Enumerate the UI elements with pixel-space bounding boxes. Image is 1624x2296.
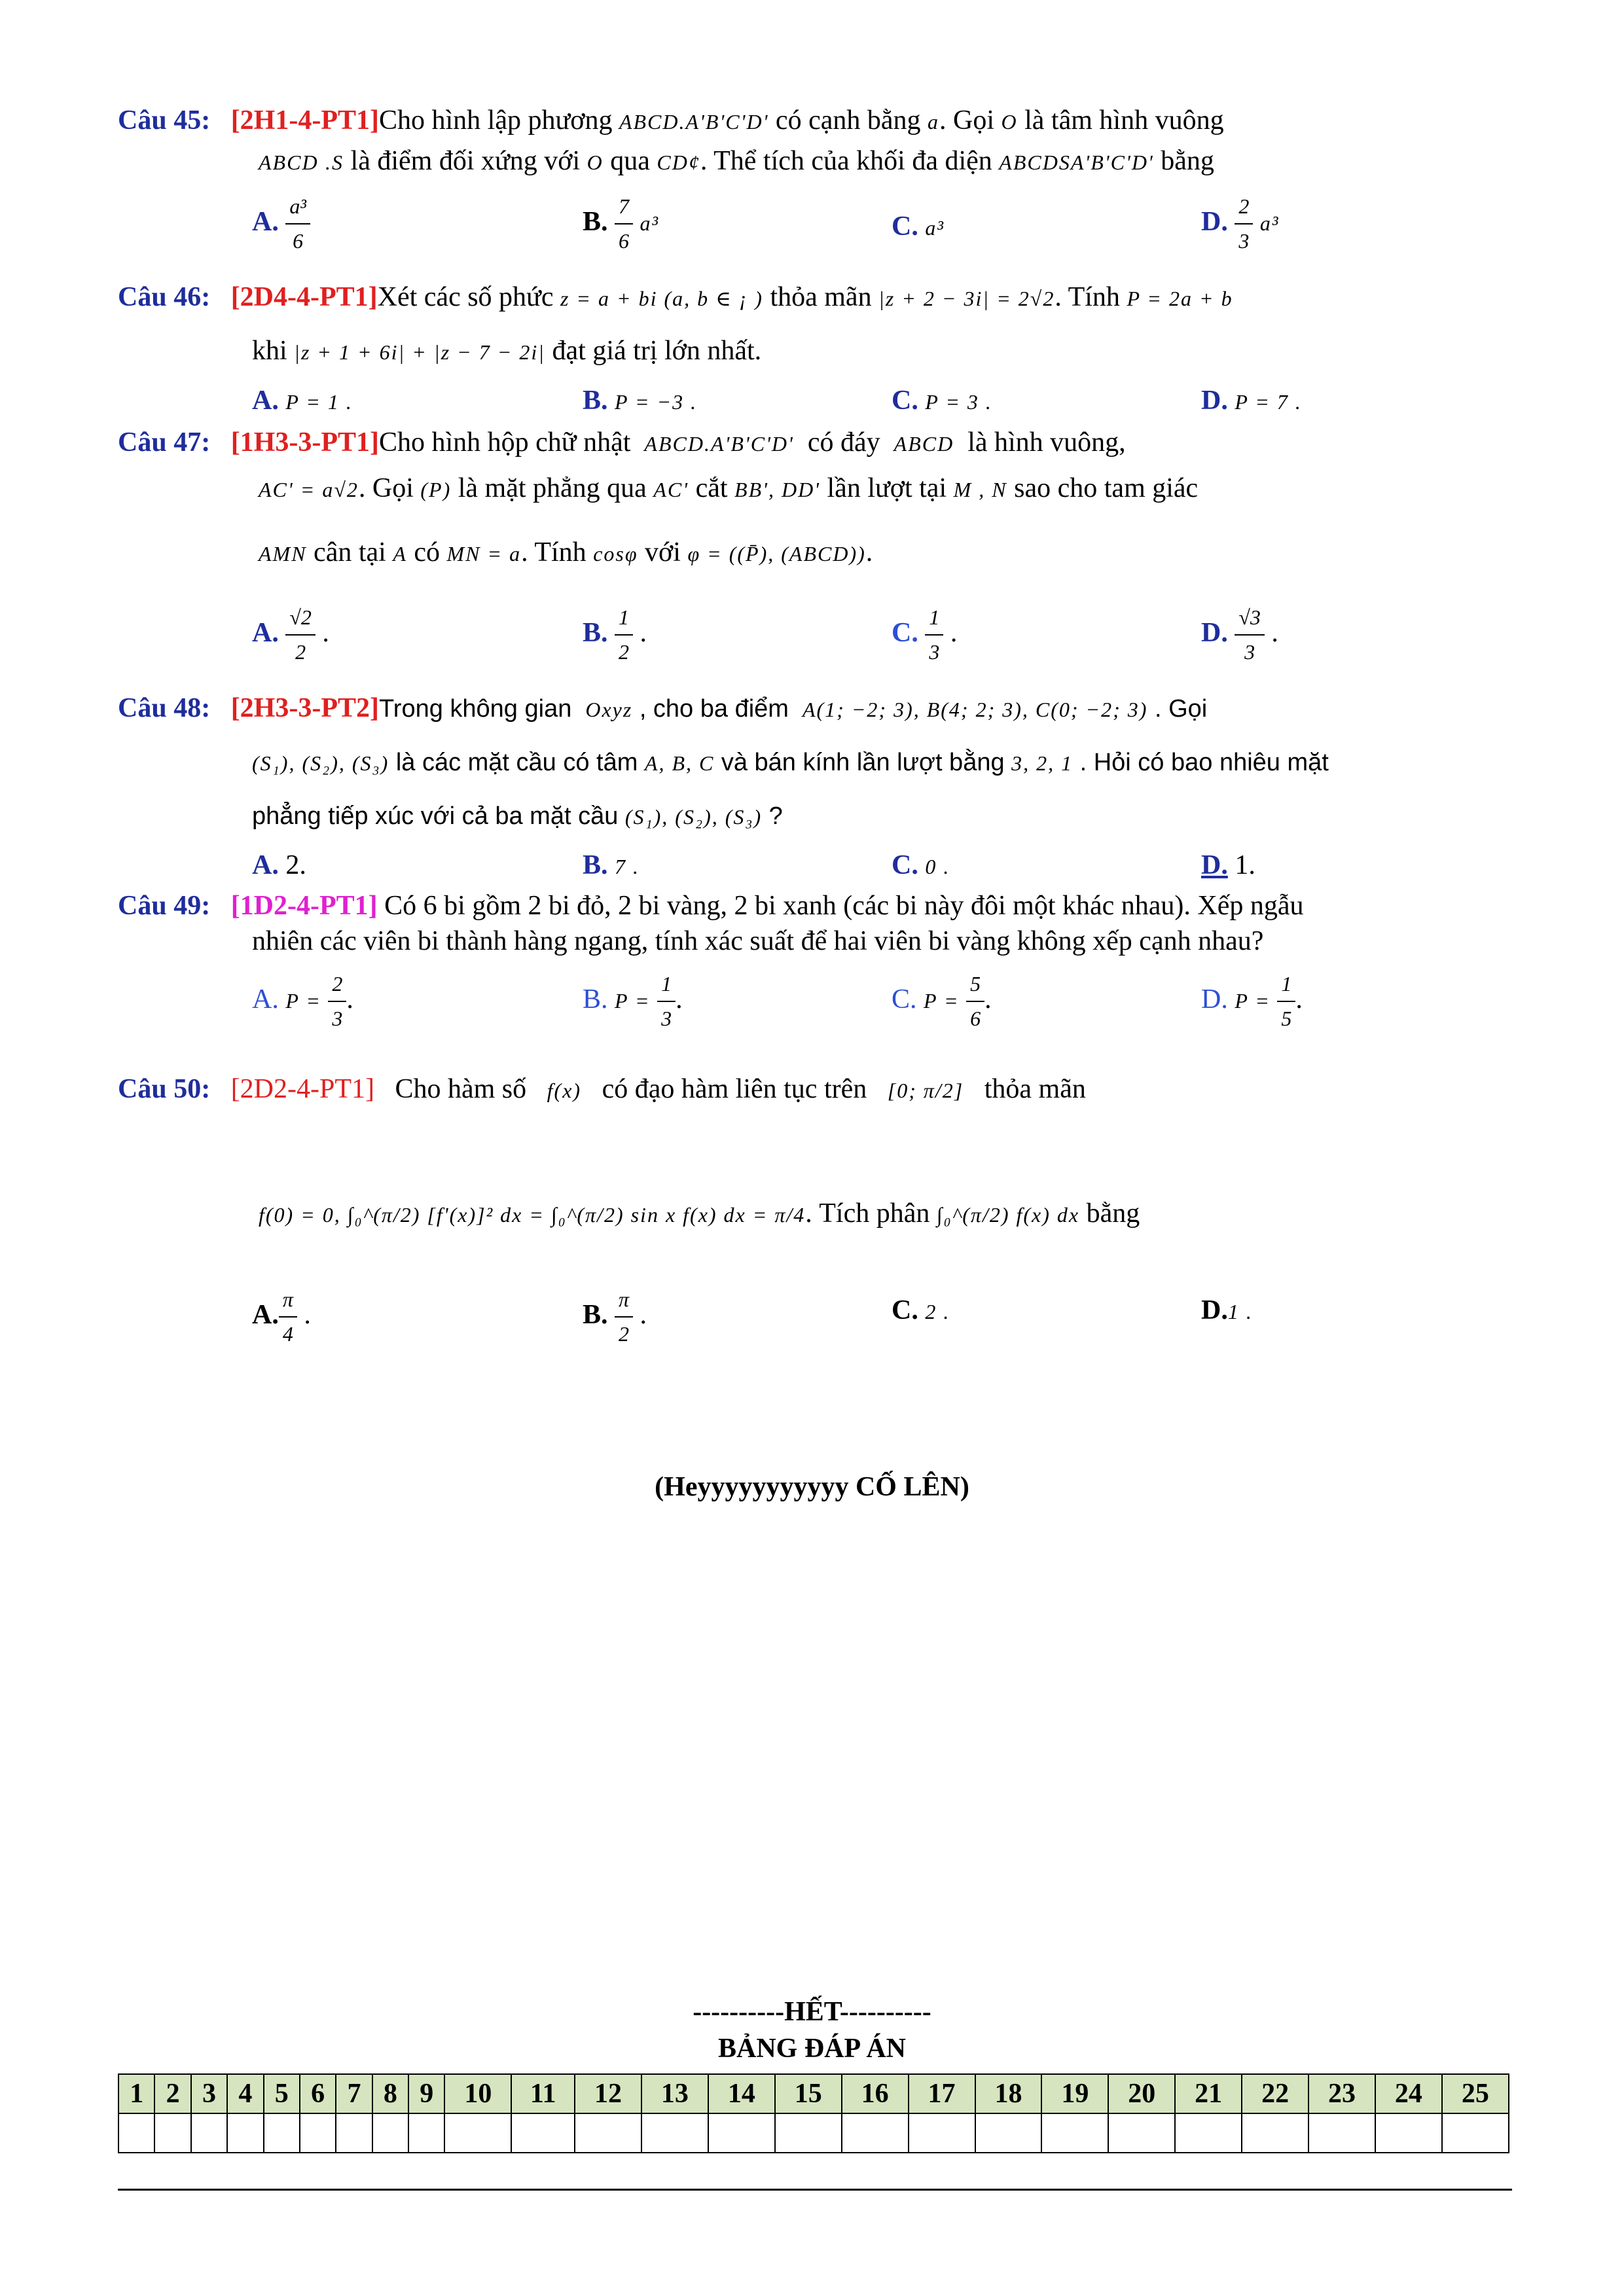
math: A, B, C (644, 751, 715, 775)
math: f(0) = 0, ∫₀^(π/2) [f'(x)]² dx = ∫₀^(π/2) sin x f(x) dx = π/4 (259, 1203, 806, 1227)
option-c-value: P = 3 . (925, 390, 992, 414)
option-c-value: a³ (925, 216, 945, 240)
math: [0; π/2] (887, 1079, 964, 1102)
option-c-fraction: $\frac{5}{6}$ (966, 967, 984, 1035)
text: là các mặt cầu có tâm (395, 749, 638, 776)
answer-col-header: 12 (575, 2074, 641, 2113)
option-d-label: D. (1201, 1295, 1228, 1325)
option-b-value: 7 . (615, 855, 640, 878)
answer-col-header: 13 (641, 2074, 708, 2113)
option-c-label: C. (892, 1295, 918, 1325)
text: là hình vuông, (967, 427, 1126, 457)
option-c-label: C. (892, 984, 917, 1014)
math: P = (1235, 988, 1271, 1013)
option-b-label: B. (583, 206, 608, 237)
option-d-value: P = 7 . (1235, 390, 1302, 414)
answer-col-header: 6 (300, 2074, 336, 2113)
bottom-rule (118, 2189, 1512, 2191)
math: M , N (953, 478, 1007, 501)
text: . Hỏi có bao nhiêu mặt (1079, 749, 1329, 776)
text: với (645, 537, 681, 567)
option-c-label: C. (892, 617, 918, 648)
text: Cho hình lập phương (378, 105, 613, 135)
math: AMN (259, 542, 307, 565)
text: đạt giá trị lớn nhất. (552, 336, 762, 366)
answer-col-header: 2 (154, 2074, 190, 2113)
option-d-label: D. (1201, 617, 1228, 648)
question-label: Câu 48: (118, 693, 211, 723)
answer-cell (575, 2113, 641, 2153)
option-d-label: D. (1201, 386, 1228, 416)
answer-col-header: 21 (1175, 2074, 1242, 2113)
math: P = (285, 988, 321, 1013)
answer-cell (444, 2113, 511, 2153)
answer-col-header: 3 (191, 2074, 227, 2113)
math: .S (325, 151, 344, 174)
answer-col-header: 7 (336, 2074, 372, 2113)
text: bằng (1161, 146, 1214, 176)
option-d-label: D. (1201, 984, 1228, 1014)
text: có đáy (807, 427, 880, 457)
option-b-value: P = −3 . (615, 390, 698, 414)
answer-col-header: 25 (1442, 2074, 1509, 2113)
answer-col-header: 9 (408, 2074, 444, 2113)
math: ABCD.A'B'C'D' (644, 432, 794, 456)
answer-cell (1308, 2113, 1375, 2153)
question-label: Câu 46: (118, 282, 211, 312)
answer-cell (1108, 2113, 1175, 2153)
option-a-fraction: $\frac{2}{3}$ (328, 967, 346, 1035)
option-d-label: D. (1201, 206, 1228, 237)
answer-col-header: 5 (264, 2074, 300, 2113)
text: có cạnh bằng (775, 105, 921, 135)
answer-cell (372, 2113, 408, 2153)
answer-cell (300, 2113, 336, 2153)
text: Cho hình hộp chữ nhật (378, 427, 631, 457)
option-a-value: 2. (285, 850, 306, 880)
answer-cell (511, 2113, 575, 2153)
answer-col-header: 8 (372, 2074, 408, 2113)
text: lần lượt tại (827, 473, 947, 503)
answer-cell (227, 2113, 263, 2153)
math: A(1; −2; 3), B(4; 2; 3), C(0; −2; 3) (802, 698, 1148, 721)
text: Có 6 bi gồm 2 bi đỏ, 2 bi vàng, 2 bi xanh (các bi này đôi một khác nhau). Xếp ngẫu (384, 891, 1304, 921)
answer-cell (1442, 2113, 1509, 2153)
answer-cell (336, 2113, 372, 2153)
math: a³ (640, 211, 660, 235)
option-b-label: B. (583, 386, 608, 416)
option-d-fraction: $\frac{√3}{3}$ (1235, 601, 1265, 669)
answer-cell (1041, 2113, 1108, 2153)
option-b-label: B. (583, 1299, 608, 1330)
option-d-value: 1 . (1227, 1300, 1253, 1323)
question-tag: [2D4-4-PT1] (230, 282, 378, 312)
answer-cell (975, 2113, 1042, 2153)
option-b-fraction: $\frac{1}{2}$ (615, 601, 633, 669)
question-tag: [2D2-4-PT1] (230, 1074, 374, 1104)
question-tag: [2H3-3-PT2] (230, 693, 379, 723)
question-label: Câu 50: (118, 1074, 211, 1104)
answer-cell (909, 2113, 975, 2153)
answer-col-header: 18 (975, 2074, 1042, 2113)
text: ? (768, 802, 783, 830)
option-c-label: C. (892, 386, 918, 416)
question-label: Câu 45: (118, 105, 211, 135)
text: . Tính (521, 537, 586, 567)
answer-cell (118, 2113, 154, 2153)
text: nhiên các viên bi thành hàng ngang, tính xác suất để hai viên bi vàng không xếp cạnh nhau? (252, 926, 1264, 956)
answer-cell (1375, 2113, 1442, 2153)
text: , cho ba điểm (639, 695, 789, 723)
option-a-fraction: $\frac{\text{a³}}{6}$ (285, 190, 310, 258)
option-a-label: A. (252, 1299, 279, 1330)
answer-cell (641, 2113, 708, 2153)
answer-col-header: 16 (842, 2074, 909, 2113)
option-d-fraction: $\frac{1}{5}$ (1277, 967, 1295, 1035)
option-b-label: B. (583, 984, 608, 1014)
math: P = 2a + b (1127, 287, 1233, 310)
text: Trong không gian (378, 695, 572, 723)
option-c-label: C. (892, 211, 918, 242)
math: AC' (653, 478, 689, 501)
option-b-fraction: $\frac{7}{6}$ (615, 190, 633, 258)
text: . Gọi (358, 473, 414, 503)
question-label: Câu 47: (118, 427, 211, 457)
math: φ = ((P̄), (ABCD)) (687, 542, 866, 565)
answer-col-header: 1 (118, 2074, 154, 2113)
answer-cell (842, 2113, 909, 2153)
text: qua (610, 146, 650, 176)
math: 3, 2, 1 (1011, 751, 1074, 775)
text: Xét các số phức (377, 282, 554, 312)
math: O (1001, 110, 1018, 134)
math: A (393, 542, 407, 565)
option-a-fraction: $\frac{√2}{2}$ (285, 601, 316, 669)
option-d-value: 1. (1235, 850, 1255, 880)
text: là mặt phẳng qua (458, 473, 647, 503)
answer-cell (191, 2113, 227, 2153)
option-c-fraction: $\frac{1}{3}$ (925, 601, 943, 669)
answer-col-header: 20 (1108, 2074, 1175, 2113)
option-a-fraction: $\frac{\pi}{4}$ (279, 1283, 297, 1351)
end-marker: ----------HẾT---------- (693, 1997, 931, 2027)
answer-col-header: 17 (909, 2074, 975, 2113)
text: thỏa mãn (770, 282, 872, 312)
text: cân tại (314, 537, 386, 567)
math: (S₁), (S₂), (S₃) (252, 751, 389, 775)
question-tag: [2H1-4-PT1] (230, 105, 379, 135)
text: là tâm hình vuông (1024, 105, 1224, 135)
answer-cell (708, 2113, 775, 2153)
math: ABCDSA'B'C'D' (999, 151, 1154, 174)
answer-cell (408, 2113, 444, 2153)
math: ABCD.A'B'C'D' (619, 110, 769, 134)
option-a-label: A. (252, 206, 279, 237)
text: . Thể tích của khối đa diện (700, 146, 992, 176)
text: có (414, 537, 441, 567)
option-c-value: 2 . (925, 1300, 950, 1323)
math: (P) (420, 478, 452, 501)
question-tag: [1H3-3-PT1] (230, 427, 379, 457)
text: cắt (695, 473, 728, 503)
answer-col-header: 11 (511, 2074, 575, 2113)
answer-col-header: 10 (444, 2074, 511, 2113)
math: BB', DD' (734, 478, 821, 501)
math: |z + 2 − 3i| = 2√2 (878, 287, 1055, 310)
option-b-fraction: $\frac{\pi}{2}$ (615, 1283, 633, 1351)
math: |z + 1 + 6i| + |z − 7 − 2i| (294, 340, 546, 364)
text: bằng (1086, 1198, 1140, 1229)
answer-col-header: 23 (1308, 2074, 1375, 2113)
text: . Gọi (939, 105, 994, 135)
math: cosφ (593, 542, 638, 565)
math: f(x) (547, 1079, 582, 1102)
text: . Tính (1055, 282, 1120, 312)
answer-col-header: 19 (1041, 2074, 1108, 2113)
option-a-label: A. (252, 850, 279, 880)
text: có đạo hàm liên tục trên (602, 1074, 867, 1104)
text: . (865, 537, 873, 567)
answer-cell (264, 2113, 300, 2153)
text: sao cho tam giác (1014, 473, 1199, 503)
question-tag: [1D2-4-PT1] (230, 891, 378, 921)
answer-table (118, 2073, 1509, 2153)
answer-cell (1242, 2113, 1308, 2153)
math: P = (924, 988, 960, 1013)
math: CD¢ (657, 151, 700, 174)
answer-table-title: BẢNG ĐÁP ÁN (717, 2034, 906, 2064)
answer-cell (1175, 2113, 1242, 2153)
text: phẳng tiếp xúc với cả ba mặt cầu (252, 802, 619, 830)
text: Cho hàm số (395, 1074, 527, 1104)
math: MN = a (446, 542, 522, 565)
text: . Tích phân (805, 1198, 930, 1229)
option-a-value: P = 1 . (285, 390, 353, 414)
answer-cell (775, 2113, 842, 2153)
cheer-text: (Heyyyyyyyyyyy CỐ LÊN) (655, 1472, 969, 1502)
answer-col-header: 15 (775, 2074, 842, 2113)
text: thỏa mãn (984, 1074, 1086, 1104)
math: ABCD (259, 151, 319, 174)
option-c-value: 0 . (925, 855, 950, 878)
math: AC' = a√2 (259, 478, 359, 501)
question-label: Câu 49: (118, 891, 211, 921)
math: P = (615, 988, 651, 1013)
option-b-label: B. (583, 850, 608, 880)
math: ∫₀^(π/2) f(x) dx (936, 1203, 1080, 1227)
math: Oxyz (585, 698, 633, 721)
option-b-label: B. (583, 617, 608, 648)
option-a-label: A. (252, 617, 279, 648)
math: z = a + bi (a, b ∈ ¡ ) (560, 287, 763, 310)
option-b-fraction: $\frac{1}{3}$ (657, 967, 676, 1035)
math: a³ (1259, 211, 1280, 235)
text: . Gọi (1154, 695, 1208, 723)
text: và bán kính lần lượt bằng (721, 749, 1005, 776)
option-d-label: D. (1201, 850, 1228, 880)
option-c-label: C. (892, 850, 918, 880)
math: O (586, 151, 604, 174)
math: (S₁), (S₂), (S₃) (624, 805, 763, 829)
answer-col-header: 14 (708, 2074, 775, 2113)
option-a-label: A. (252, 984, 279, 1014)
text: là điểm đối xứng với (350, 146, 581, 176)
answer-col-header: 22 (1242, 2074, 1308, 2113)
option-d-fraction: $\frac{2}{3}$ (1235, 190, 1253, 258)
text: khi (252, 336, 287, 366)
option-a-label: A. (252, 386, 279, 416)
answer-col-header: 4 (227, 2074, 263, 2113)
answer-col-header: 24 (1375, 2074, 1442, 2113)
answer-cell (154, 2113, 190, 2153)
math: ABCD (893, 432, 954, 456)
math: a (928, 110, 939, 134)
